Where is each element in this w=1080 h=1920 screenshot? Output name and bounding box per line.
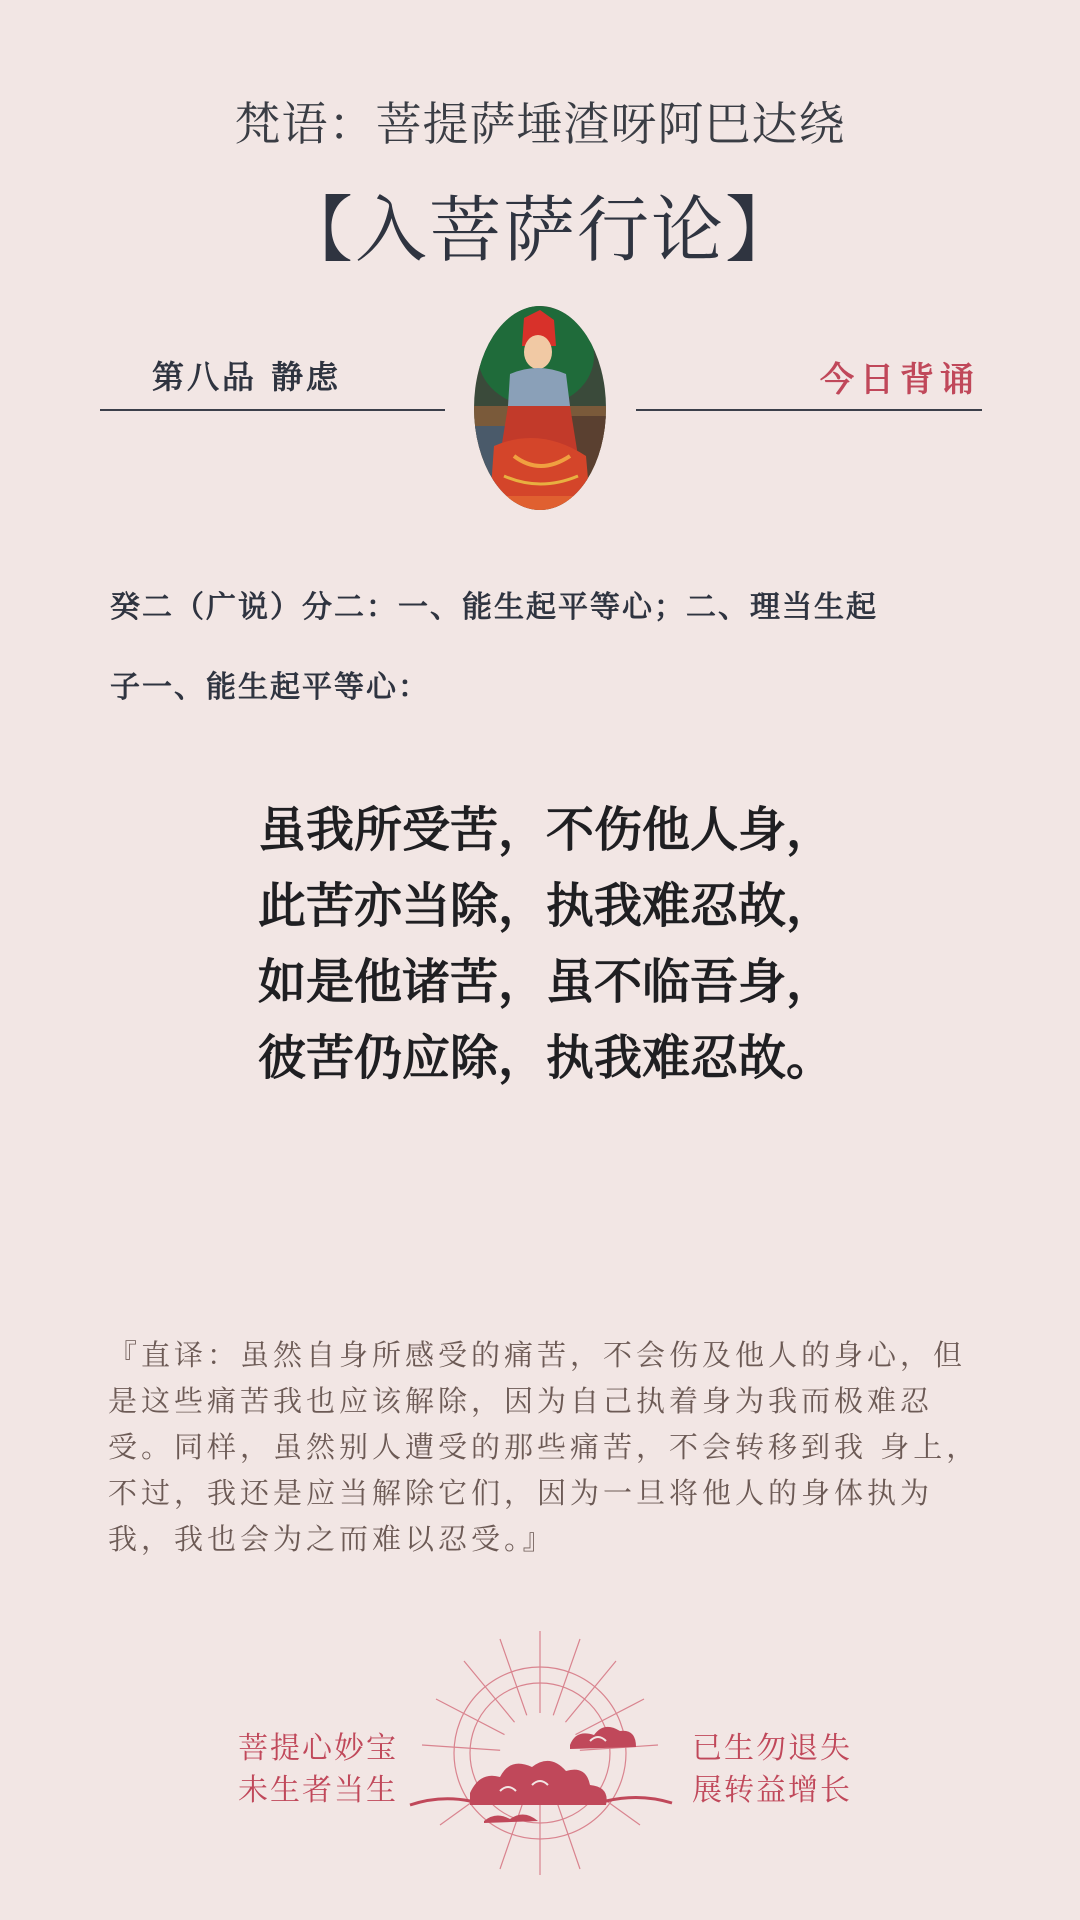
verse-line: 此苦亦当除，执我难忍故，	[258, 878, 835, 934]
motto-right-line1: 已生勿退失	[692, 1731, 852, 1766]
chapter-name: 第八品 静虑	[152, 358, 342, 396]
motto-right	[692, 1728, 852, 1812]
today-recite-label: 今日背诵	[820, 360, 980, 400]
author-line: 梵语：菩提萨埵渣呀阿巴达绕	[234, 97, 846, 151]
verse-line: 如是他诸苦，虽不临吾身，	[258, 954, 835, 1010]
divider-right	[636, 409, 982, 411]
motto-right-line2: 展转益增长	[692, 1773, 852, 1808]
motto-left-line2: 未生者当生	[238, 1773, 398, 1808]
verse-line: 彼苦仍应除，执我难忍故。	[258, 1030, 835, 1086]
motto-left-line1: 菩提心妙宝	[238, 1731, 398, 1766]
verse-line: 虽我所受苦，不伤他人身，	[258, 802, 835, 858]
outline-heading: 癸二（广说）分二：一、能生起平等心；二、理当生起	[110, 590, 878, 625]
cloud-sun-ornament-icon	[400, 1625, 680, 1880]
divider-left	[100, 409, 445, 411]
outline-subheading: 子一、能生起平等心：	[110, 670, 430, 705]
motto-left	[238, 1728, 398, 1812]
translation-paragraph: 『直译：虽然自身所感受的痛苦，不会伤及他人的身心，但是这些痛苦我也应该解除，因为自己执着身为我而极难忍受。同样，虽然别人遭受的那些痛苦，不会转移到我 身上，不过，我还是应当解除它们，因为一旦将他人的身体执为我，我也会为之而难以忍受。』	[108, 1338, 980, 1556]
verse-block	[258, 792, 834, 1096]
book-title: 【入菩萨行论】	[280, 188, 799, 272]
bodhisattva-portrait	[474, 306, 606, 510]
